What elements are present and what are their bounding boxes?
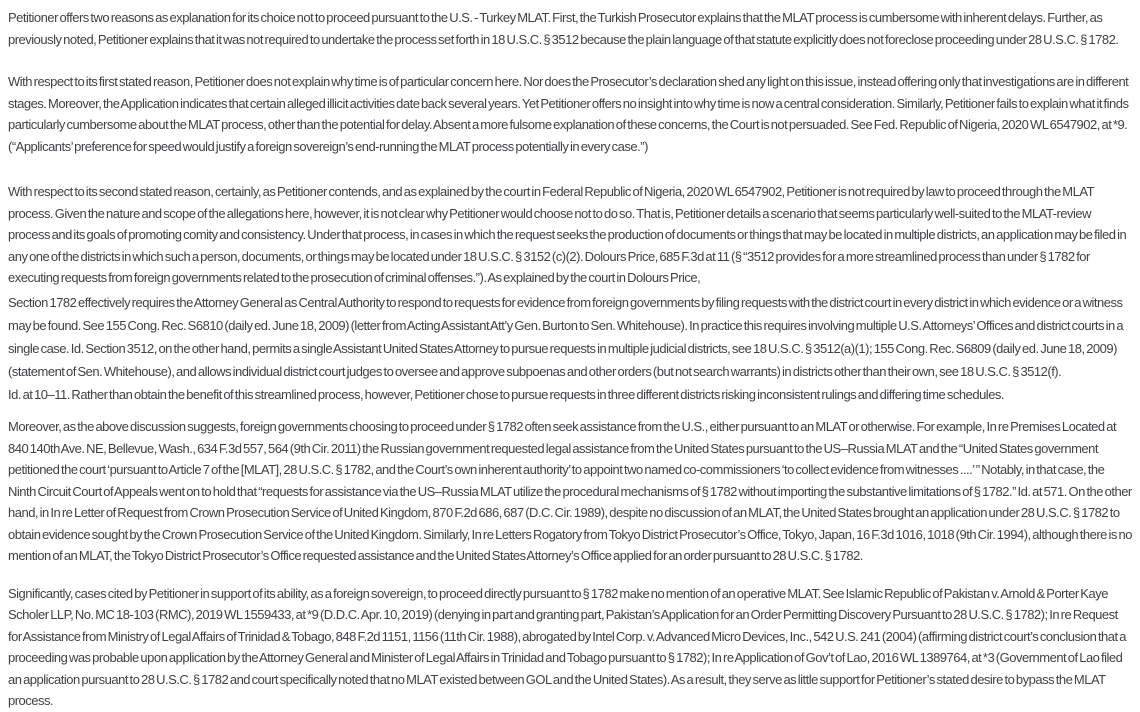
paragraph-mlat-choice-reasons: Petitioner offers two reasons as explanation for its choice not to proceed pursuant to the U.S. - Turkey MLAT. First, the Turkish Prosecutor explains that the MLAT process is cumbersome with inherent delays. Further, as previously noted, Petitioner explains that it was not required to undertake the process set forth in 18 U.S.C. § 3512 because the plain language of that statute explicitly does not foreclose proceeding under 28 U.S.C. § 1782. [8, 10, 1119, 47]
paragraph-second-reason-analysis: With respect to its second stated reason, certainly, as Petitioner contends, and as explained by the court in Federal Republic of Nigeria, 2020 WL 6547902, Petitioner is not required by law to proceed through the MLAT process. Given the nature and scope of the allegations here, however, it is not clear why Petitioner would choose not to do so. That is, Petitioner details a scenario that seems particularly well-suited to the MLAT-review process and its goals of promoting comity and consistency. Under that process, in cases in which the request seeks the production of documents or things that may be located in multiple districts, an application may be filed in any one of the districts in which such a person, documents, or things may be located under 18 U.S.C. § 3152 (c)(2). Dolours Price, 685 F.3d at 11 (§ “3512 provides for a more streamlined process than under § 1782 for executing requests from foreign governments related to the prosecution of criminal offenses.”). As explained by the court in Dolours Price, [8, 184, 1127, 285]
paragraph-first-reason-analysis: With respect to its first stated reason, Petitioner does not explain why time is of particular concern here. Nor does the Prosecutor’s declaration shed any light on this issue, instead offering only that investigations are in different stages. Moreover, the Application indicates that certain alleged illicit activities date back several years. Yet Petitioner offers no insight into why time is now a central consideration. Similarly, Petitioner fails to explain what it finds particularly cumbersome about the MLAT process, other than the potential for delay. Absent a more fulsome explanation of these concerns, the Court is not persuaded. See Fed. Republic of Nigeria, 2020 WL 6547902, at *9. (“Applicants’ preference for speed would justify a foreign sovereign’s end-running the MLAT process potentially in every case.”) [8, 74, 1129, 154]
blockquote-dolours-price: Section 1782 effectively requires the Attorney General as Central Authority to respond to requests for evidence from foreign governments by filing requests with the district court in every district in which evidence or a witness may be found. See 155 Cong. Rec. S6810 (daily ed. June 18, 2009) (letter from Acting Assistant Att’y Gen. Burton to Sen. Whitehouse). In practice this requires involving multiple U.S. Attorneys’ Offices and district courts in a single case. Id. Section 3512, on the other hand, permits a single Assistant United States Attorney to pursue requests in multiple judicial districts, see 18 U.S.C. § 3512(a)(1); 155 Cong. Rec. S6809 (daily ed. June 18, 2009) (statement of Sen. Whitehouse), and allows individual district court judges to oversee and approve subpoenas and other orders (but not search warrants) in districts other than their own, see 18 U.S.C. § 3512(f). [8, 294, 1124, 379]
paragraph-moreover-foreign-governments: Moreover, as the above discussion suggests, foreign governments choosing to proceed under § 1782 often seek assistance from the U.S., either pursuant to an MLAT or otherwise. For example, In re Premises Located at 840 140th Ave. NE, Bellevue, Wash., 634 F.3d 557, 564 (9th Cir. 2011) the Russian government requested legal assistance from the United States pursuant to the US–Russia MLAT and the “United States government petitioned the court ‘pursuant to Article 7 of the [MLAT], 28 U.S.C. § 1782, and the Court’s own inherent authority’ to appoint two named co-commissioners ‘to collect evidence from witnesses ....’ ” Notably, in that case, the Ninth Circuit Court of Appeals went on to hold that “requests for assistance via the US–Russia MLAT utilize the procedural mechanisms of § 1782 without importing the substantive limitations of § 1782.” Id. at 571. On the other hand, in In re Letter of Request from Crown Prosecution Service of United Kingdom, 870 F.2d 686, 687 (D.C. Cir. 1989), despite no discussion of an MLAT, the United States brought an application under 28 U.S.C. § 1782 to obtain evidence sought by the Crown Prosecution Service of the United Kingdom. Similarly, In re Letters Rogatory from Tokyo District Prosecutor’s Office, Tokyo, Japan, 16 F.3d 1016, 1018 (9th Cir. 1994), although there is no mention of an MLAT, the Tokyo District Prosecutor’s Office requested assistance and the United States Attorney’s Office applied for an order pursuant to 28 U.S.C. § 1782. [8, 419, 1132, 563]
paragraph-id-citation: Id. at 10–11. Rather than obtain the benefit of this streamlined process, however, Petitioner chose to pursue requests in three different districts risking inconsistent rulings and differing time schedules. [8, 386, 1005, 402]
paragraph-significantly-cases-cited: Significantly, cases cited by Petitioner in support of its ability, as a foreign sovereign, to proceed directly pursuant to § 1782 make no mention of an operative MLAT. See Islamic Republic of Pakistan v. Arnold & Porter Kaye Scholer LLP, No. MC 18-103 (RMC), 2019 WL 1559433, at *9 (D.D.C. Apr. 10, 2019) (denying in part and granting part, Pakistan’s Application for an Order Permitting Discovery Pursuant to 28 U.S.C. § 1782); In re Request for Assistance from Ministry of Legal Affairs of Trinidad & Tobago, 848 F.2d 1151, 1156 (11th Cir. 1988), abrogated by Intel Corp. v. Advanced Micro Devices, Inc., 542 U.S. 241 (2004) (affirming district court’s conclusion that a proceeding was probable upon application by the Attorney General and Minister of Legal Affairs in Trinidad and Tobago pursuant to § 1782); In re Application of Gov’t of Lao, 2016 WL 1389764, at *3 (Government of Lao filed an application pursuant to 28 U.S.C. § 1782 and court specifically noted that no MLAT existed between GOL and the United States). As a result, they serve as little support for Petitioner’s stated desire to bypass the MLAT process. [8, 585, 1126, 708]
